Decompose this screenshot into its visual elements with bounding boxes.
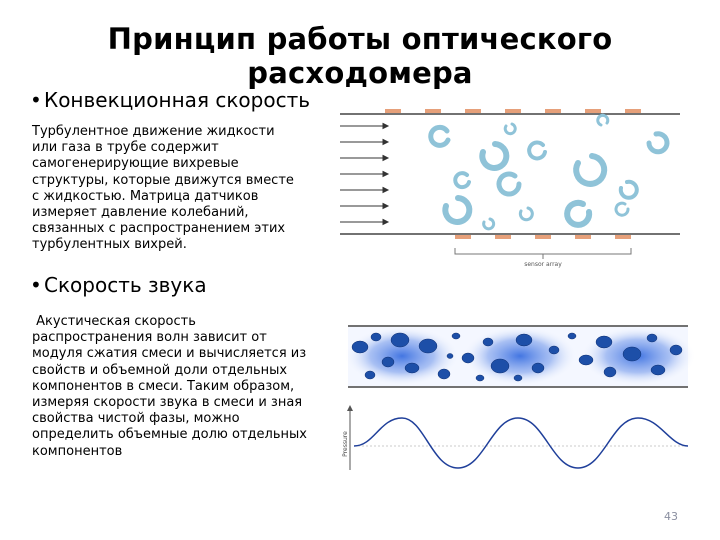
sensor-pad (385, 109, 401, 113)
arrow-head (383, 124, 388, 129)
bubble (365, 371, 375, 379)
arrow-head (383, 188, 388, 193)
flow-arrows (340, 124, 388, 225)
pressure-wave (354, 418, 688, 468)
bullet-dot: • (30, 273, 42, 297)
bullet-speed-of-sound (30, 273, 207, 297)
arrow-head (383, 140, 388, 145)
bubble (604, 367, 616, 377)
turbulent-vortices (431, 115, 667, 228)
vortex (576, 156, 604, 184)
bubble (670, 345, 682, 355)
sensor-pad (625, 109, 641, 113)
bubble (491, 359, 509, 373)
bubble (549, 346, 559, 354)
bubble (382, 357, 394, 367)
vortex (520, 208, 532, 220)
sound-description: Акустическая скорость распространения волн зависит от модуля сжатия смеси и вычисляется из свойств и объемной доли отдельных компонентов в смеси. Таким образом, измеряя скорости звука в смеси и зная свойства чистой фазы, можно определить объемные долю отдельных компонентов (32, 314, 312, 459)
axis-arrow (347, 405, 353, 411)
sensor-pad (615, 235, 631, 239)
sensor-pad (505, 109, 521, 113)
sensor-pad (545, 109, 561, 113)
convective-description: Турбулентное движение жидкости или газа в трубе содержит самогенерирующие вихревые структуры, которые движутся вместе с жидкостью. Матрица датчиков измеряет давление колебаний, связанных с распространением этих турбулентных вихрей. (32, 124, 294, 253)
vortex (616, 203, 628, 215)
page-number: 43 (664, 510, 678, 523)
bullet-dot: • (30, 88, 42, 112)
sensor-pad (585, 109, 601, 113)
bubble (371, 333, 381, 341)
sensor-array-label: sensor array (524, 261, 562, 268)
sensor-pad (535, 235, 551, 239)
vortex-pipe-diagram (335, 100, 685, 275)
vortex (505, 124, 515, 134)
bubble (438, 369, 450, 379)
pressure-axis-label: Pressure (342, 431, 349, 457)
arrow-head (383, 172, 388, 177)
sensor-array-top (385, 109, 641, 113)
bubble (651, 365, 665, 375)
bubble (419, 339, 437, 353)
slide-title: Принцип работы оптического расходомера (107, 22, 613, 90)
vortex (621, 182, 637, 198)
vortex (567, 203, 589, 225)
bubble (623, 347, 641, 361)
vortex (649, 134, 667, 152)
bullet-convective-label: Конвекционная скорость (44, 88, 311, 112)
bubble (476, 375, 484, 381)
bubble (596, 336, 612, 348)
sensor-pad (455, 235, 471, 239)
sensor-pad (425, 109, 441, 113)
sensor-pad (465, 109, 481, 113)
bubble (579, 355, 593, 365)
vortex (598, 115, 608, 125)
sensor-array-bottom (455, 235, 631, 239)
vortex (499, 174, 519, 194)
bubble (483, 338, 493, 346)
bubble (568, 333, 576, 339)
sound-speed-diagram (340, 320, 695, 470)
bubble (352, 341, 368, 353)
sensor-array-bracket (455, 248, 631, 254)
sensor-pad (575, 235, 591, 239)
bubble (532, 363, 544, 373)
vortex (455, 173, 469, 187)
bullet-convective-velocity (30, 88, 310, 112)
arrow-head (383, 204, 388, 209)
vortex (445, 198, 469, 222)
vortex (431, 127, 448, 145)
vortex (529, 142, 545, 158)
bubble (405, 363, 419, 373)
arrow-head (383, 220, 388, 225)
vortex (482, 144, 506, 168)
bubble (647, 334, 657, 342)
bubble (452, 333, 460, 339)
arrow-head (383, 156, 388, 161)
sensor-pad (495, 235, 511, 239)
vortex (484, 219, 494, 229)
bubble (462, 353, 474, 363)
bubble (516, 334, 532, 346)
bubble (514, 375, 522, 381)
bubble (447, 354, 453, 359)
bullet-sound-label: Скорость звука (44, 273, 207, 297)
bubble (391, 333, 409, 347)
